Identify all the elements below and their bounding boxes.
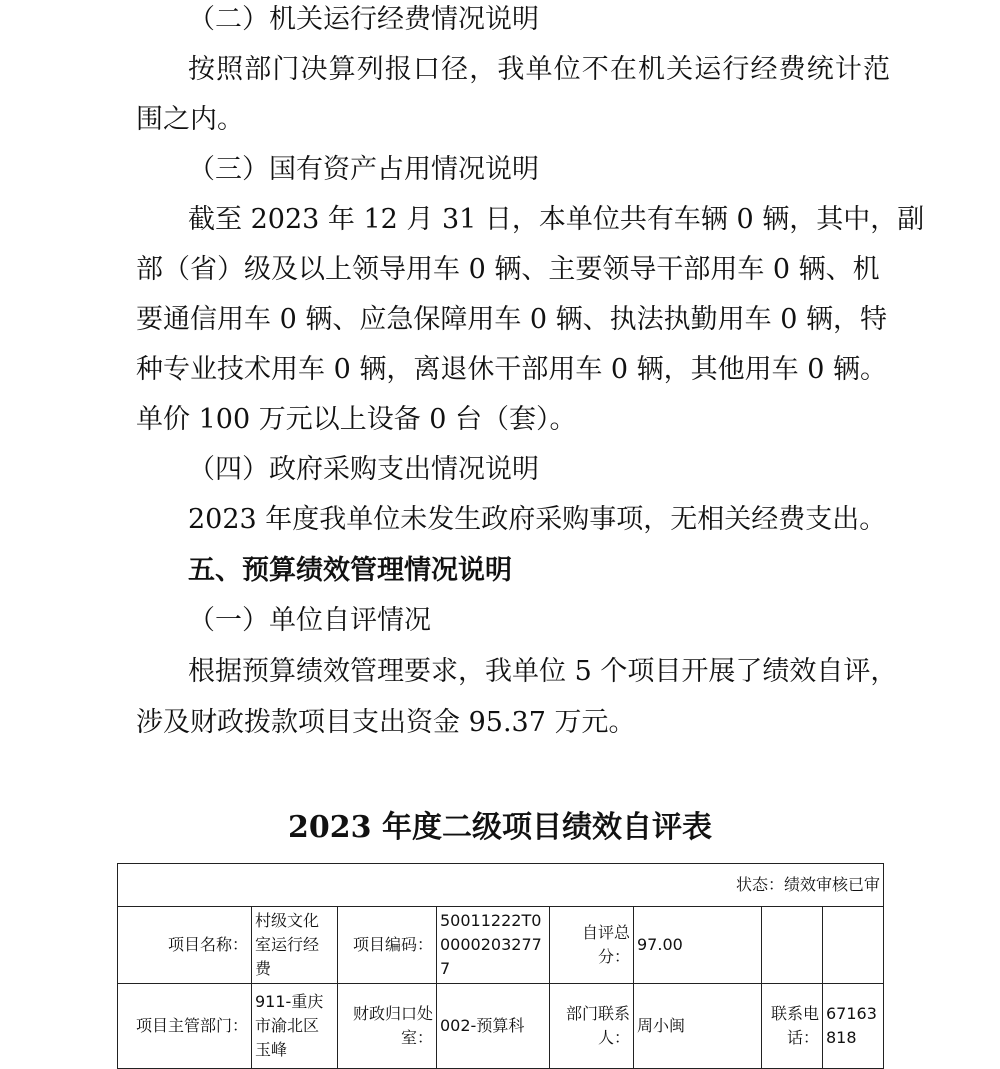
paragraph-line: 部（省）级及以上领导用车 0 辆、主要领导干部用车 0 辆、机 bbox=[136, 254, 880, 285]
table-row bbox=[118, 907, 884, 984]
empty-cell bbox=[762, 907, 823, 984]
finance-office-label: 财政归口处室： bbox=[338, 984, 437, 1069]
paragraph-line: 截至 2023 年 12 月 31 日，本单位共有车辆 0 辆，其中，副 bbox=[188, 204, 925, 235]
paragraph-line: 根据预算绩效管理要求，我单位 5 个项目开展了绩效自评， bbox=[188, 656, 898, 687]
heading-procurement: （四）政府采购支出情况说明 bbox=[188, 454, 539, 485]
phone-value: 67163818 bbox=[823, 984, 884, 1069]
paragraph-line: 单价 100 万元以上设备 0 台（套）。 bbox=[136, 404, 577, 435]
paragraph-line: 要通信用车 0 辆、应急保障用车 0 辆、执法执勤用车 0 辆，特 bbox=[136, 304, 888, 335]
contact-person-label: 部门联系人： bbox=[550, 984, 634, 1069]
paragraph-line: 围之内。 bbox=[136, 104, 244, 135]
department-label: 项目主管部门： bbox=[118, 984, 252, 1069]
paragraph-line: 2023 年度我单位未发生政府采购事项，无相关经费支出。 bbox=[188, 504, 887, 535]
status-badge: 状态：绩效审核已审 bbox=[118, 864, 884, 907]
heading-section-five: 五、预算绩效管理情况说明 bbox=[188, 555, 512, 586]
finance-office-value: 002-预算科 bbox=[437, 984, 550, 1069]
project-code-label: 项目编码： bbox=[338, 907, 437, 984]
table-title: 2023 年度二级项目绩效自评表 bbox=[288, 810, 712, 845]
self-score-value: 97.00 bbox=[634, 907, 762, 984]
table-row bbox=[118, 984, 884, 1069]
phone-label: 联系电话： bbox=[762, 984, 823, 1069]
heading-running-costs: （二）机关运行经费情况说明 bbox=[188, 4, 539, 35]
performance-evaluation-table bbox=[117, 863, 884, 1069]
project-code-value: 50011222T000002032777 bbox=[437, 907, 550, 984]
self-score-label: 自评总分： bbox=[550, 907, 634, 984]
project-name-label: 项目名称： bbox=[118, 907, 252, 984]
project-name-value: 村级文化室运行经费 bbox=[252, 907, 338, 984]
paragraph-line: 按照部门决算列报口径，我单位不在机关运行经费统计范 bbox=[188, 54, 890, 85]
contact-person-value: 周小闽 bbox=[634, 984, 762, 1069]
paragraph-line: 涉及财政拨款项目支出资金 95.37 万元。 bbox=[136, 707, 636, 738]
empty-cell bbox=[823, 907, 884, 984]
paragraph-line: 种专业技术用车 0 辆，离退休干部用车 0 辆，其他用车 0 辆。 bbox=[136, 354, 888, 385]
department-value: 911-重庆市渝北区玉峰 bbox=[252, 984, 338, 1069]
heading-self-evaluation: （一）单位自评情况 bbox=[188, 605, 431, 636]
heading-state-assets: （三）国有资产占用情况说明 bbox=[188, 154, 539, 185]
